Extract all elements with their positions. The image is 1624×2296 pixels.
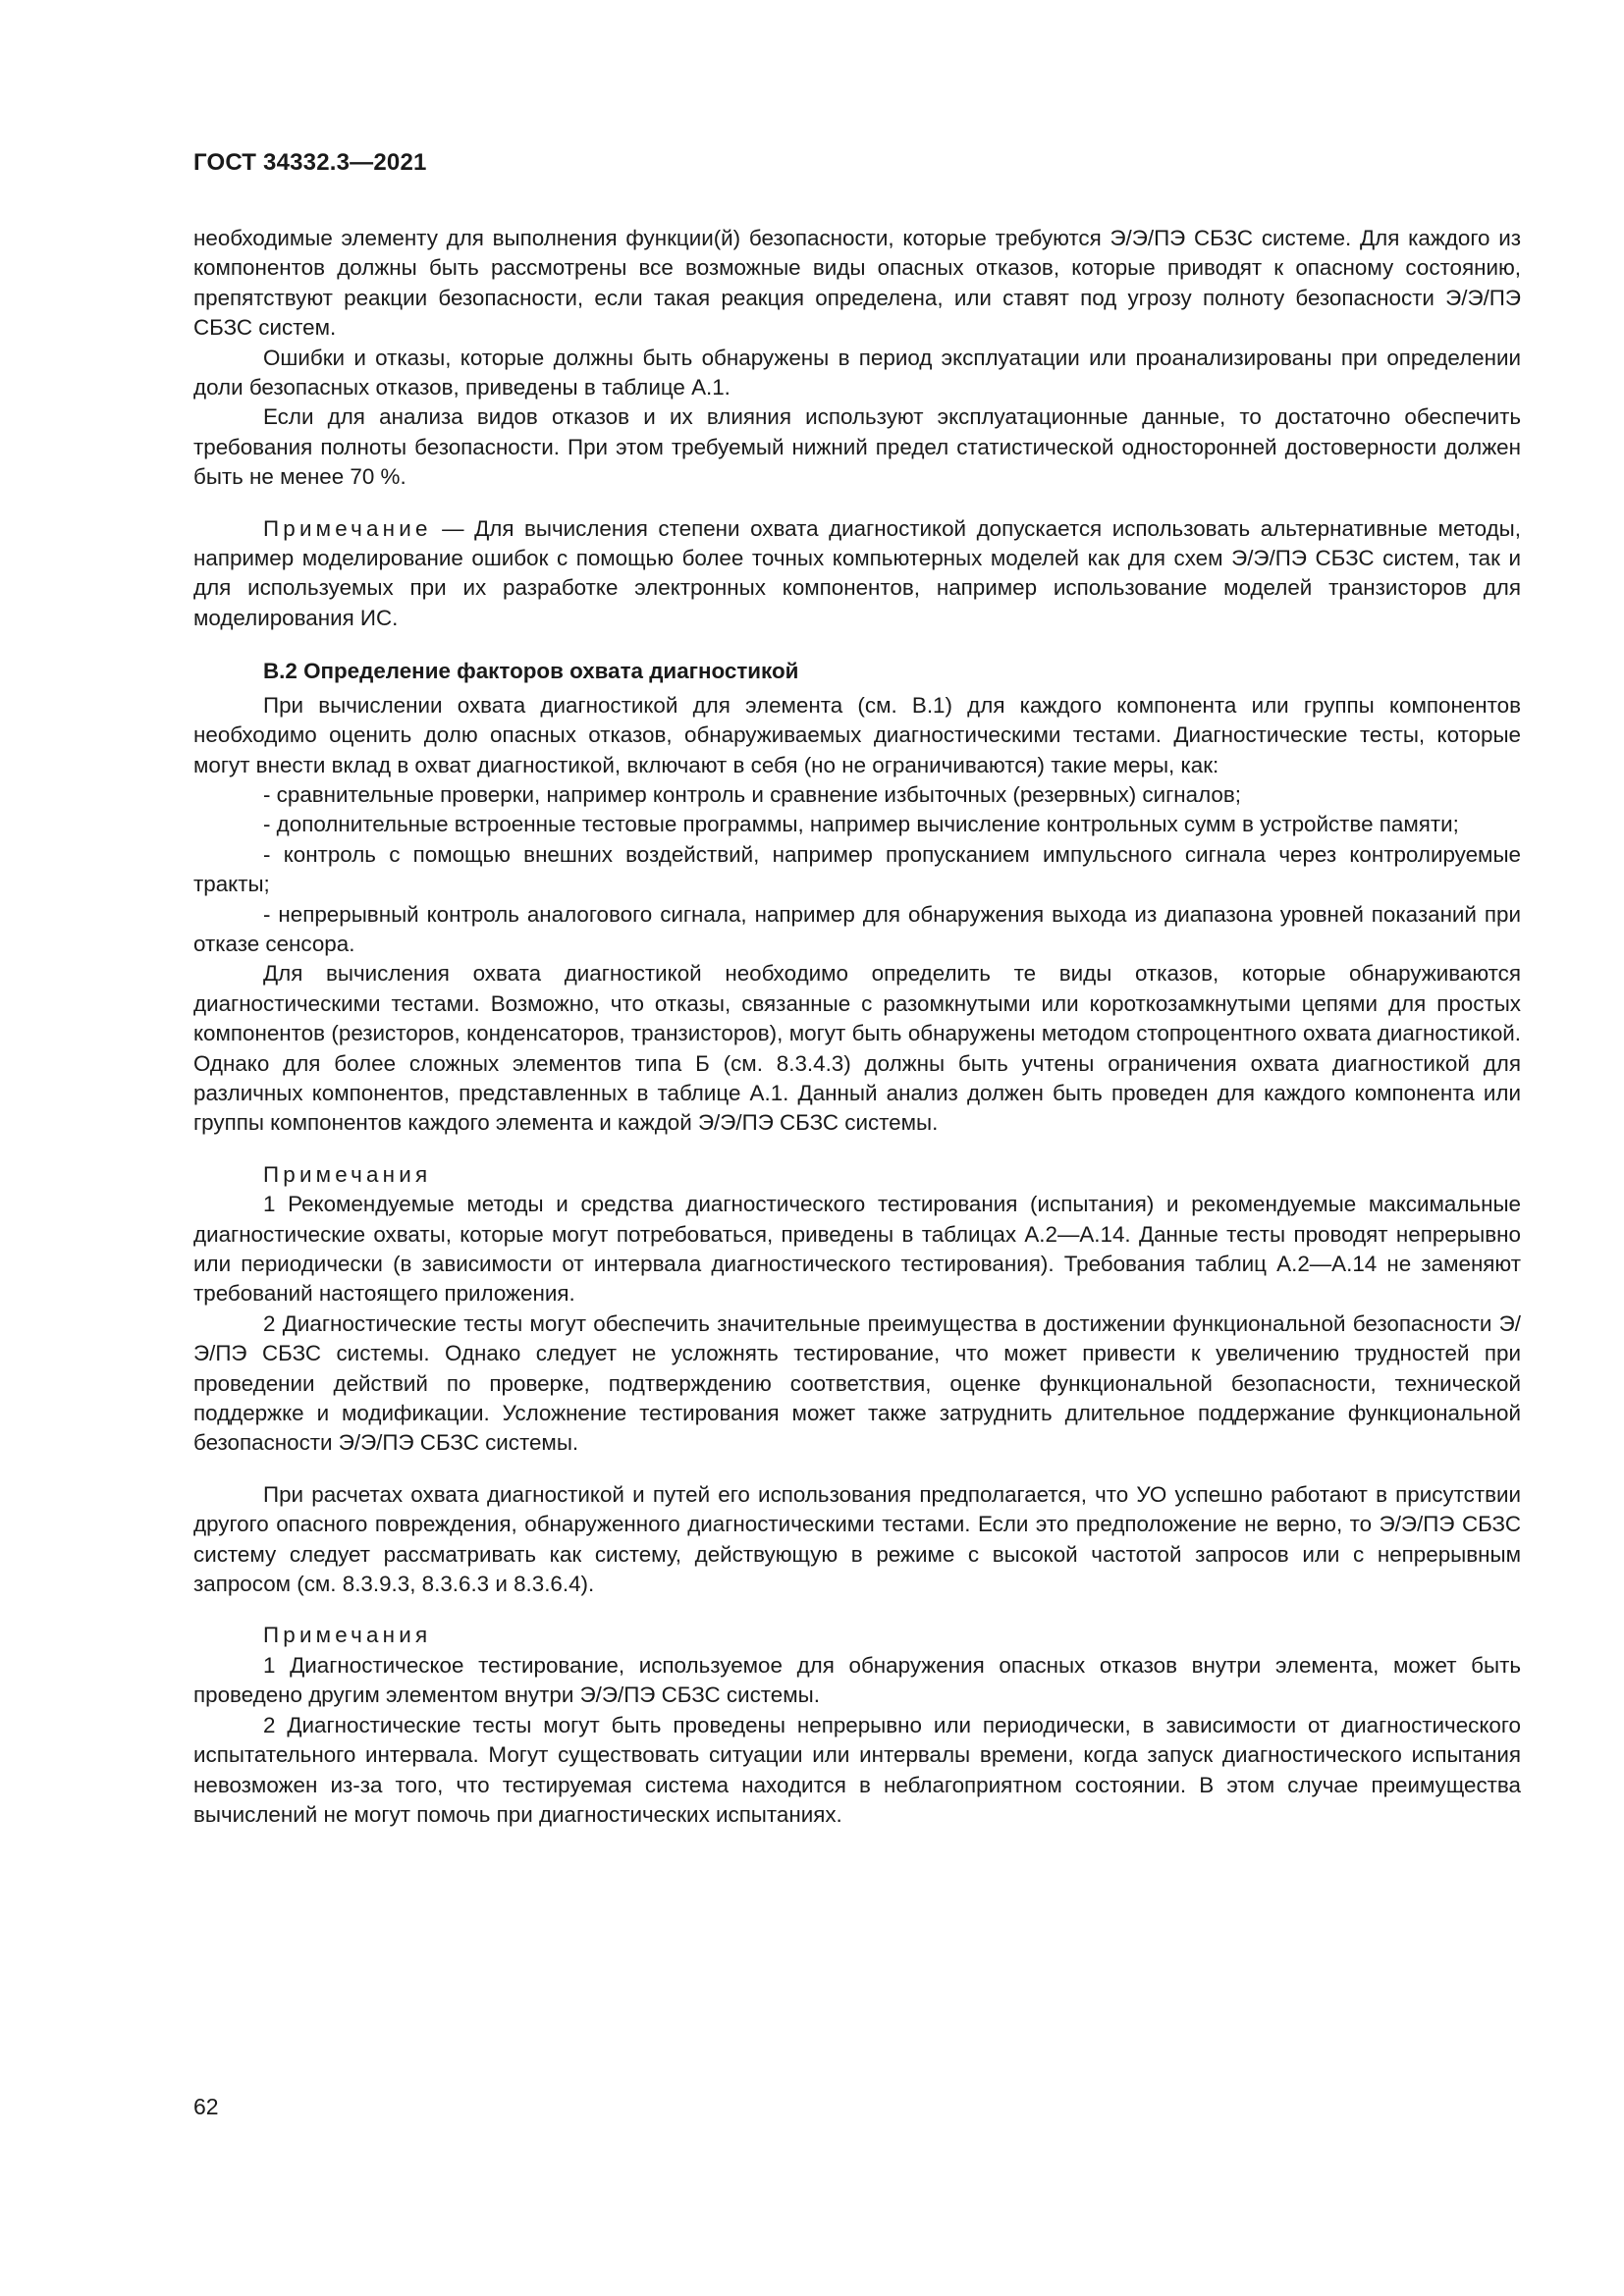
note-item: 1 Рекомендуемые методы и средства диагностического тестирования (испытания) и рекомендуемые максимальные диагностические охваты, которые могут потребоваться, приведены в таблицах А.2—А.14. Данные тесты проводят непрерывно или периодически (в зависимости от интервала диагностического тестирования). Требования таблиц А.2—А.14 не заменяют требований настоящего приложения. (193, 1192, 1521, 1307)
paragraph: При расчетах охвата диагностикой и путей его использования предполагается, что УО успешно работают в присутствии другого опасного повреждения, обнаруженного диагностическими тестами. Если это предположение не верно, то Э/Э/ПЭ СБЗС систему следует рассматривать как систему, действующую в режиме с высокой частотой запросов или с непрерывным запросом (см. 8.3.9.3, 8.3.6.3 и 8.3.6.4). (193, 1481, 1521, 1597)
paragraph: При вычислении охвата диагностикой для элемента (см. В.1) для каждого компонента или группы компонентов необходимо оценить долю опасных отказов, обнаруживаемых диагностическими тестами. Диагностические тесты, которые могут внести вклад в охват диагностикой, включают в себя (но не ограничиваются) такие меры, как: (193, 692, 1521, 777)
list-item: - контроль с помощью внешних воздействий, например пропусканием импульсного сигнала через контролируемые тракты; (193, 841, 1521, 897)
notes-label-text: Примечания (263, 1161, 432, 1187)
paragraph: Ошибки и отказы, которые должны быть обнаружены в период эксплуатации или проанализированы при определении доли безопасных отказов, приведены в таблице А.1. (193, 345, 1521, 400)
paragraph: необходимые элементу для выполнения функции(й) безопасности, которые требуются Э/Э/ПЭ СБЗС системе. Для каждого из компонентов должны быть рассмотрены все возможные виды опасных отказов, которые приводят к опасному состоянию, препятствуют реакции безопасности, если такая реакция определена, или ставят под угрозу полноту безопасности Э/Э/ПЭ СБЗС систем. (193, 226, 1521, 341)
note-item: 1 Диагностическое тестирование, используемое для обнаружения опасных отказов внутри элемента, может быть проведено другим элементом внутри Э/Э/ПЭ СБЗС системы. (193, 1652, 1521, 1708)
note-text: — Для вычисления степени охвата диагностикой допускается использовать альтернативные методы, например моделирование ошибок с помощью более точных компьютерных моделей как для схем Э/Э/ПЭ СБЗС систем, так и для используемых при их разработке электронных компонентов, например использование моделей транзисторов для моделирования ИС. (193, 515, 1521, 630)
document-body (193, 224, 1521, 1830)
note-item: 2 Диагностические тесты могут обеспечить значительные преимущества в достижении функциональной безопасности Э/Э/ПЭ СБЗС системы. Однако следует не усложнять тестирование, что может привести к увеличению трудностей при проведении действий по проверке, подтверждению соответствия, оценке функциональной безопасности, технической поддержке и модификации. Усложнение тестирования может также затруднить длительное поддержание функциональной безопасности Э/Э/ПЭ СБЗС системы. (193, 1310, 1521, 1456)
paragraph: Если для анализа видов отказов и их влияния используют эксплуатационные данные, то достаточно обеспечить требования полноты безопасности. При этом требуемый нижний предел статистической односторонней достоверности должен быть не менее 70 %. (193, 404, 1521, 490)
note-label: Примечание (263, 515, 432, 541)
notes-label-text: Примечания (263, 1623, 432, 1648)
note (193, 514, 1521, 634)
list-item: - дополнительные встроенные тестовые программы, например вычисление контрольных сумм в устройстве памяти; (263, 812, 1459, 837)
list-item: - непрерывный контроль аналогового сигнала, например для обнаружения выхода из диапазона уровней показаний при отказе сенсора. (193, 901, 1521, 956)
section-title: В.2 Определение факторов охвата диагностикой (263, 659, 799, 684)
note-item: 2 Диагностические тесты могут быть проведены непрерывно или периодически, в зависимости от диагностического испытательного интервала. Могут существовать ситуации или интервалы времени, когда запуск диагностического испытания невозможен из-за того, что тестируемая система находится в неблагоприятном состоянии. В этом случае преимущества вычислений не могут помочь при диагностических испытаниях. (193, 1712, 1521, 1827)
page-number: 62 (193, 2094, 219, 2119)
paragraph: Для вычисления охвата диагностикой необходимо определить те виды отказов, которые обнаруживаются диагностическими тестами. Возможно, что отказы, связанные с разомкнутыми или короткозамкнутыми цепями для простых компонентов (резисторов, конденсаторов, транзисторов), могут быть обнаружены методом стопроцентного охвата диагностикой. Однако для более сложных элементов типа Б (см. 8.3.4.3) должны быть учтены ограничения охвата диагностикой для различных компонентов, представленных в таблице А.1. Данный анализ должен быть проведен для каждого компонента или группы компонентов каждого элемента и каждой Э/Э/ПЭ СБЗС системы. (193, 961, 1521, 1136)
notes-label (193, 1160, 1521, 1190)
document-header: ГОСТ 34332.3—2021 (193, 149, 427, 176)
list-item: - сравнительные проверки, например контроль и сравнение избыточных (резервных) сигналов; (263, 781, 1241, 807)
notes-label (193, 1621, 1521, 1650)
